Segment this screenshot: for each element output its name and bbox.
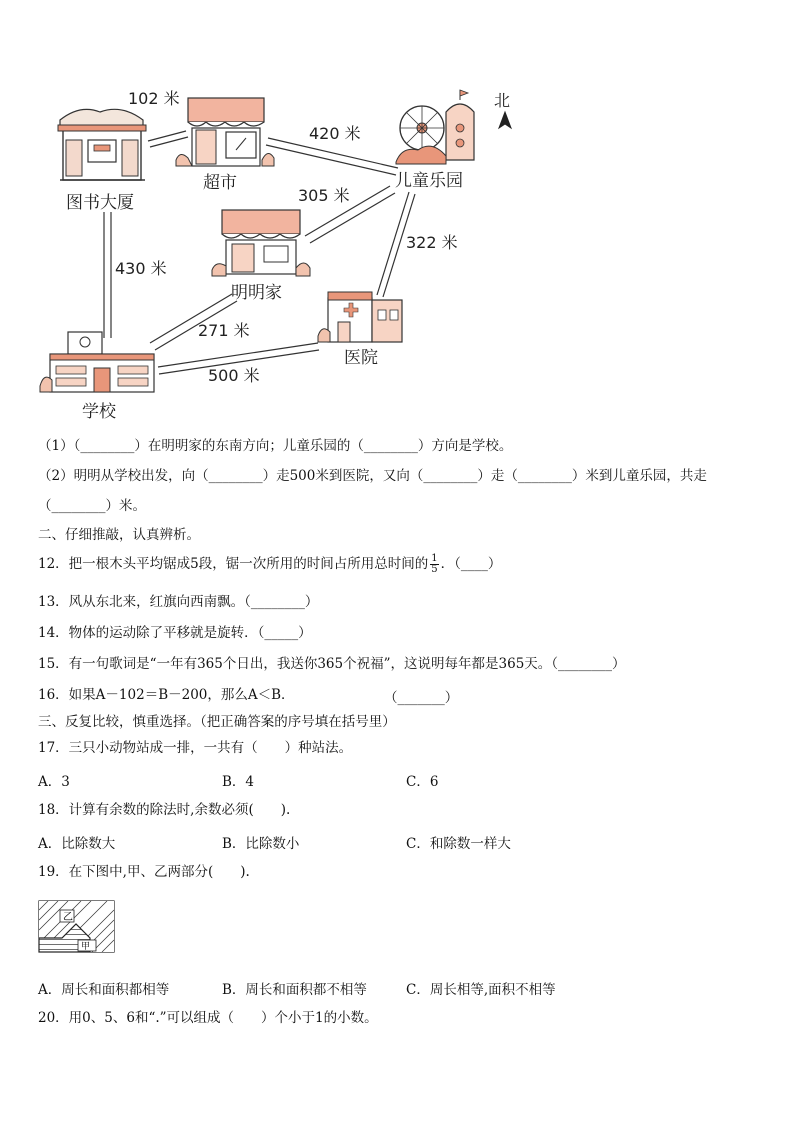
q17-option-a: A．3 xyxy=(38,774,70,790)
supermarket-icon xyxy=(176,98,274,166)
q19-option-c: C．周长相等,面积不相等 xyxy=(406,982,556,998)
library-icon xyxy=(58,109,146,180)
section-2-title: 二、仔细推敲，认真辨析。 xyxy=(38,527,200,543)
q13: 13．风从东北来，红旗向西南飘。（________） xyxy=(38,594,319,610)
q12-numerator: 1 xyxy=(431,553,438,564)
distance-home-park: 305 米 xyxy=(298,186,350,205)
q17-option-c: C．6 xyxy=(406,774,439,790)
q15: 15．有一句歌词是“一年有365个日出，我送你365个祝福”，这说明每年都是365天。（________） xyxy=(38,656,626,672)
q12 xyxy=(38,554,501,575)
distance-school-home: 271 米 xyxy=(198,321,250,340)
q19-label-jia: 甲 xyxy=(81,942,91,952)
map-label-park: 儿童乐园 xyxy=(395,171,463,191)
map-label-hospital: 医院 xyxy=(344,348,378,368)
q18-option-a: A．比除数大 xyxy=(38,836,116,852)
home-icon xyxy=(212,210,310,276)
location-map xyxy=(0,0,794,430)
distance-library-school: 430 米 xyxy=(115,259,167,278)
north-arrow-icon xyxy=(499,112,511,128)
section-3-title: 三、反复比较，慎重选择。（把正确答案的序号填在括号里） xyxy=(38,714,396,730)
q12-denominator: 5 xyxy=(431,564,438,575)
map-label-school: 学校 xyxy=(82,402,116,422)
q14: 14．物体的运动除了平移就是旋转．（_____） xyxy=(38,625,312,641)
q16: 16．如果A－102＝B－200，那么A＜B． xyxy=(38,687,295,703)
q12-fraction xyxy=(430,554,438,575)
q19-option-b: B．周长和面积都不相等 xyxy=(222,982,367,998)
map-label-supermarket: 超市 xyxy=(203,173,237,193)
q11-part2-line1: （2）明明从学校出发，向（________）走500米到医院，又向（________）走（________）米到儿童乐园，共走 xyxy=(38,468,707,484)
q19: 19．在下图中,甲、乙两部分( ). xyxy=(38,864,250,880)
map-label-library: 图书大厦 xyxy=(66,193,134,213)
q11-part2-line2: （________）米。 xyxy=(38,498,146,514)
q11-part1: （1）（________）在明明家的东南方向；儿童乐园的（________）方向是学校。 xyxy=(38,438,513,454)
q18-option-b: B．比除数小 xyxy=(222,836,300,852)
q16-answer-blank: （_______） xyxy=(384,690,459,706)
q17: 17．三只小动物站成一排，一共有（ ）种站法。 xyxy=(38,740,353,756)
school-icon xyxy=(40,332,154,392)
q18: 18．计算有余数的除法时,余数必须( ). xyxy=(38,802,291,818)
q12-text: 12．把一根木头平均锯成5段，锯一次所用的时间占所用总时间的 xyxy=(38,556,429,572)
distance-library-supermarket: 102 米 xyxy=(128,89,180,108)
q19-figure xyxy=(38,900,116,954)
q20: 20．用0、5、6和“.”可以组成（ ）个小于1的小数。 xyxy=(38,1010,378,1026)
distance-park-hospital: 322 米 xyxy=(406,233,458,252)
north-label: 北 xyxy=(494,91,511,110)
q12-answer-blank: ．（____） xyxy=(440,556,502,572)
distance-school-hospital: 500 米 xyxy=(208,366,260,385)
q18-option-c: C．和除数一样大 xyxy=(406,836,511,852)
q19-option-a: A．周长和面积都相等 xyxy=(38,982,170,998)
distance-supermarket-park: 420 米 xyxy=(309,124,361,143)
hospital-icon xyxy=(318,292,402,342)
amusement-park-icon xyxy=(396,90,474,164)
q17-option-b: B．4 xyxy=(222,774,255,790)
q19-label-yi: 乙 xyxy=(63,912,73,923)
map-label-home: 明明家 xyxy=(231,283,282,303)
